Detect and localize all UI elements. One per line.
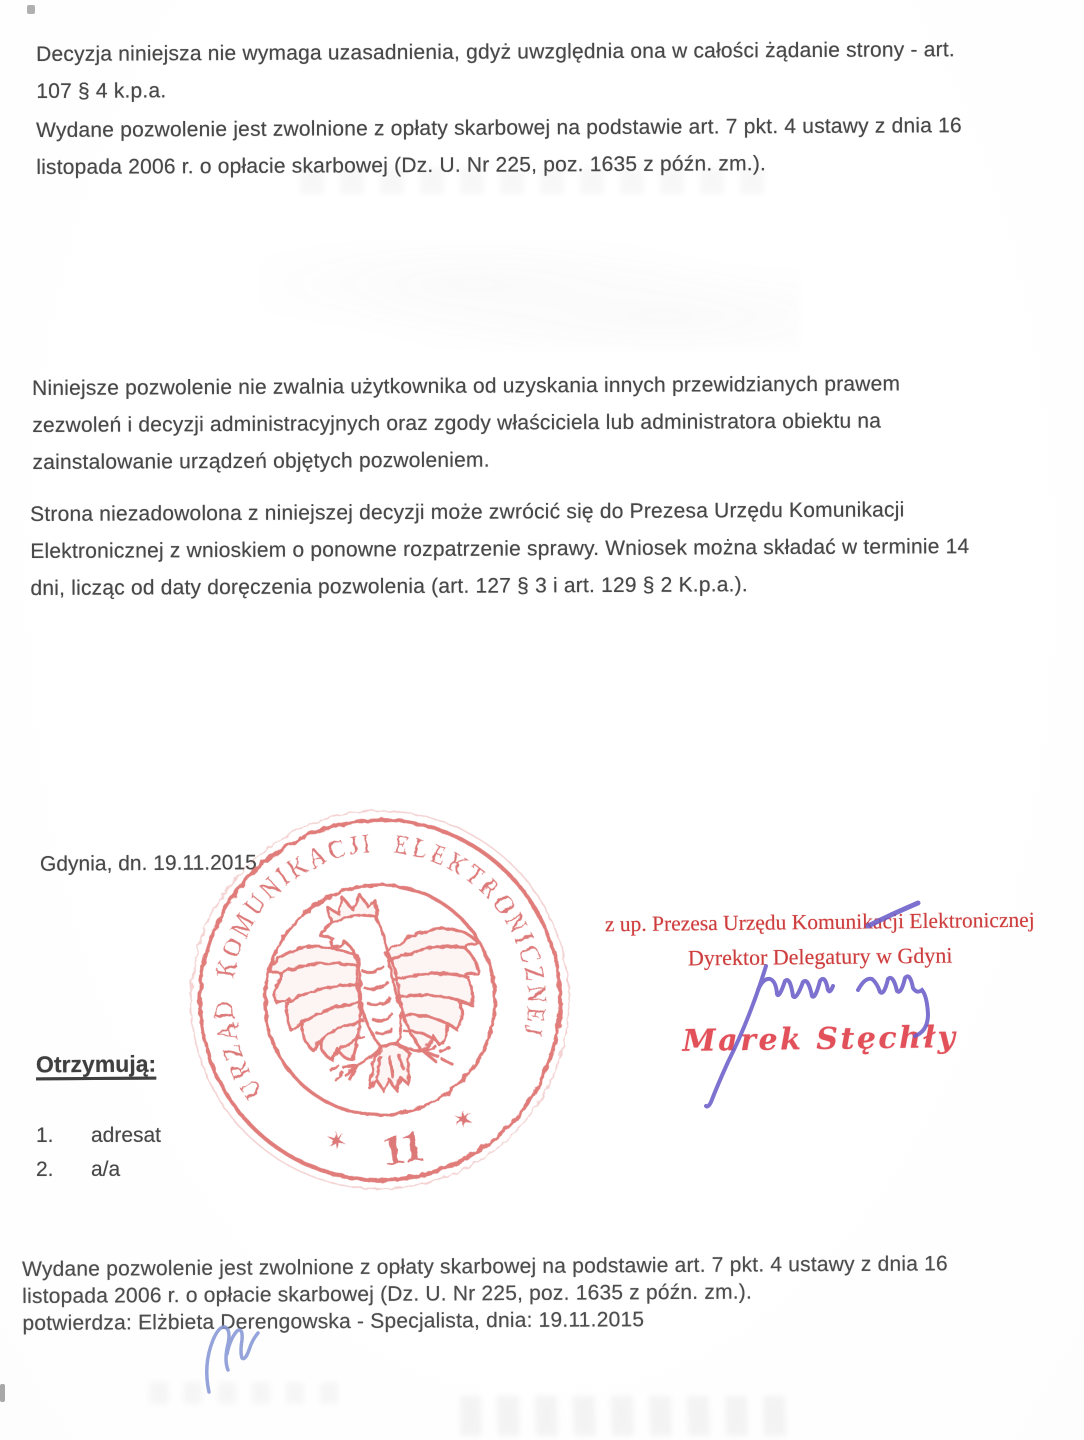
- signer-name: Marek Stęchły: [682, 1020, 958, 1059]
- text-line: Decyzja niniejsza nie wymaga uzasadnienia, gdyż uwzględnia ona w całości żądanie strony - art.: [36, 38, 955, 66]
- text-line: dni, licząc od daty doręczenia pozwolenia (art. 127 § 3 i art. 129 § 2 K.p.a.).: [30, 573, 748, 600]
- authorization-line: z up. Prezesa Urzędu Komunikacji Elektronicznej: [604, 907, 1035, 937]
- handwritten-initials: [195, 1312, 275, 1402]
- stamp-number: 11: [378, 1120, 427, 1175]
- text-line: Elektronicznej z wnioskiem o ponowne rozpatrzenie sprawy. Wniosek można składać w terminie 14: [30, 535, 970, 563]
- handwritten-signature: [630, 880, 990, 1220]
- bleedthrough-smudge: [460, 1396, 790, 1436]
- text-line: Wydane pozwolenie jest zwolnione z opłaty skarbowej na podstawie art. 7 pkt. 4 ustawy z dnia 16: [36, 114, 962, 142]
- list-item-number: 1.: [36, 1124, 54, 1147]
- place-date: Gdynia, dn. 19.11.2015: [39, 851, 257, 876]
- list-item-label: adresat: [90, 1124, 162, 1147]
- text-line: zezwoleń i decyzji administracyjnych oraz zgody właściciela lub administratora obiektu na: [32, 409, 882, 437]
- authorization-line: Dyrektor Delegatury w Gdyni: [687, 942, 953, 971]
- list-item: [36, 1158, 120, 1182]
- stamp-ring-text: URZĄD KOMUNIKACJI ELEKTRONICZNEJ: [207, 827, 553, 1105]
- polish-eagle-emblem: [260, 880, 496, 1106]
- paragraph: [30, 491, 970, 607]
- text-line: potwierdza: Elżbieta Derengowska - Specjalista, dnia: 19.11.2015: [22, 1308, 645, 1335]
- list-item-label: a/a: [90, 1158, 121, 1181]
- text-line: Wydane pozwolenie jest zwolnione z opłaty skarbowej na podstawie art. 7 pkt. 4 ustawy z dnia 16: [22, 1252, 948, 1281]
- footer-paragraph: [22, 1250, 948, 1337]
- paragraph: [36, 31, 955, 110]
- paragraph: [36, 107, 962, 186]
- text-line: listopada 2006 r. o opłacie skarbowej (Dz. U. Nr 225, poz. 1635 z późn. zm.).: [36, 152, 767, 179]
- text-line: zainstalowanie urządzeń objętych pozwoleniem.: [32, 448, 490, 474]
- star-icon: ✶: [450, 1103, 477, 1136]
- list-item-number: 2.: [36, 1158, 54, 1181]
- recipients-heading: Otrzymują:: [35, 1050, 157, 1078]
- official-round-stamp: [158, 778, 602, 1222]
- scan-speck: [0, 1384, 5, 1402]
- paragraph: [32, 365, 901, 481]
- text-line: Niniejsze pozwolenie nie zwalnia użytkownika od uzyskania innych przewidzianych prawem: [32, 372, 901, 400]
- list-item: [36, 1124, 161, 1148]
- text-line: listopada 2006 r. o opłacie skarbowej (Dz. U. Nr 225, poz. 1635 z późn. zm.).: [22, 1280, 753, 1308]
- text-line: Strona niezadowolona z niniejszej decyzji może zwrócić się do Prezesa Urzędu Komunikacji: [30, 498, 905, 526]
- bleedthrough-smudge: [260, 240, 800, 350]
- star-icon: ✶: [323, 1124, 350, 1157]
- scan-speck: [27, 5, 35, 14]
- text-line: 107 § 4 k.p.a.: [36, 79, 167, 103]
